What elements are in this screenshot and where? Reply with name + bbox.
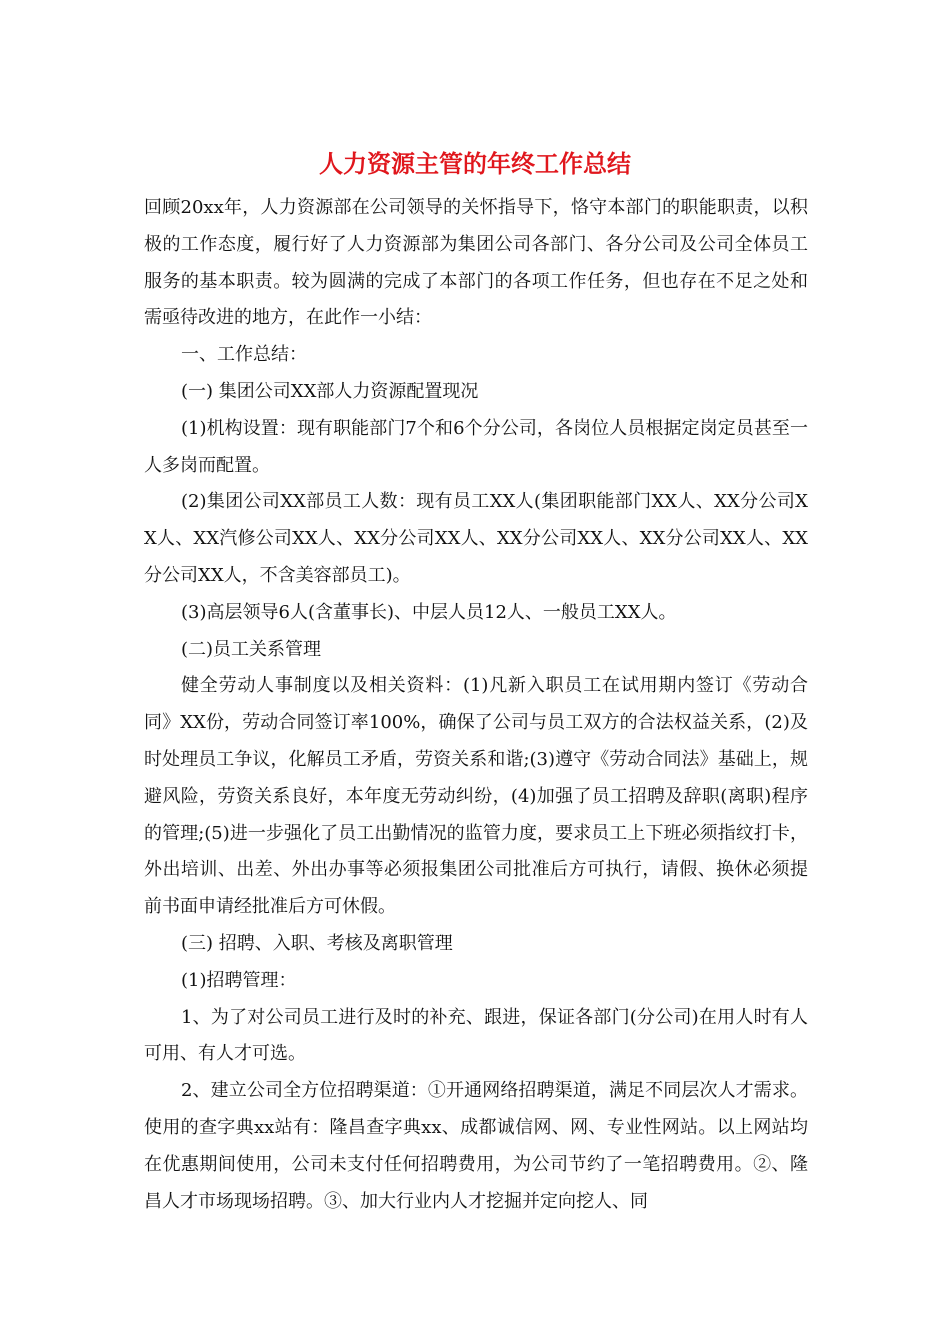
paragraph-org-setup: (1)机构设置：现有职能部门7个和6个分公司，各岗位人员根据定岗定员甚至一人多岗而配置。 (144, 417, 808, 476)
paragraph-recruitment-item-2: 2、建立公司全方位招聘渠道：①开通网络招聘渠道，满足不同层次人才需求。使用的查字典xx站有：隆昌查字典xx、成都诚信网、网、专业性网站。以上网站均在优惠期间使用，公司未支付任何招聘费用，为公司节约了一笔招聘费用。②、隆昌人才市场现场招聘。③、加大行业内人才挖掘并定向挖人、同 (144, 1080, 808, 1212)
paragraph-labor-system: 健全劳动人事制度以及相关资料：(1)凡新入职员工在试用期内签订《劳动合同》XX份，劳动合同签订率100%，确保了公司与员工双方的合法权益关系，(2)及时处理员工争议，化解员工矛盾，劳资关系和谐;(3)遵守《劳动合同法》基础上，规避风险，劳资关系良好，本年度无劳动纠纷，(4)加强了员工招聘及辞职(离职)程序的管理;(5)进一步强化了员工出勤情况的监管力度，要求员工上下班必须指纹打卡，外出培训、出差、外出办事等必须报集团公司批准后方可执行，请假、换休必须提前书面申请经批准后方可休假。 (144, 675, 808, 918)
document-title: 人力资源主管的年终工作总结 (319, 149, 631, 178)
paragraph-staff-levels: (3)高层领导6人(含董事长)、中层人员12人、一般员工XX人。 (181, 601, 677, 623)
paragraph-intro: 回顾20xx年，人力资源部在公司领导的关怀指导下，恪守本部门的职能职责，以积极的工作态度，履行好了人力资源部为集团公司各部门、各分公司及公司全体员工服务的基本职责。较为圆满的完成了本部门的各项工作任务，但也存在不足之处和需亟待改进的地方，在此作一小结： (144, 197, 808, 329)
document-body (144, 190, 808, 1220)
subsection-heading-hr-allocation: (一) 集团公司XX部人力资源配置现况 (181, 380, 479, 402)
subsection-heading-employee-relations: (二)员工关系管理 (181, 638, 322, 660)
paragraph-recruitment-heading: (1)招聘管理： (181, 969, 297, 991)
subsection-heading-recruitment: (三) 招聘、入职、考核及离职管理 (181, 932, 453, 954)
paragraph-recruitment-item-1: 1、为了对公司员工进行及时的补充、跟进，保证各部门(分公司)在用人时有人可用、有人才可选。 (144, 1006, 808, 1065)
section-heading-work-summary: 一、工作总结： (181, 344, 307, 366)
paragraph-staff-count: (2)集团公司XX部员工人数：现有员工XX人(集团职能部门XX人、XX分公司XX人、XX汽修公司XX人、XX分公司XX人、XX分公司XX人、XX分公司XX人、XX分公司XX人，不含美容部员工)。 (144, 491, 808, 586)
